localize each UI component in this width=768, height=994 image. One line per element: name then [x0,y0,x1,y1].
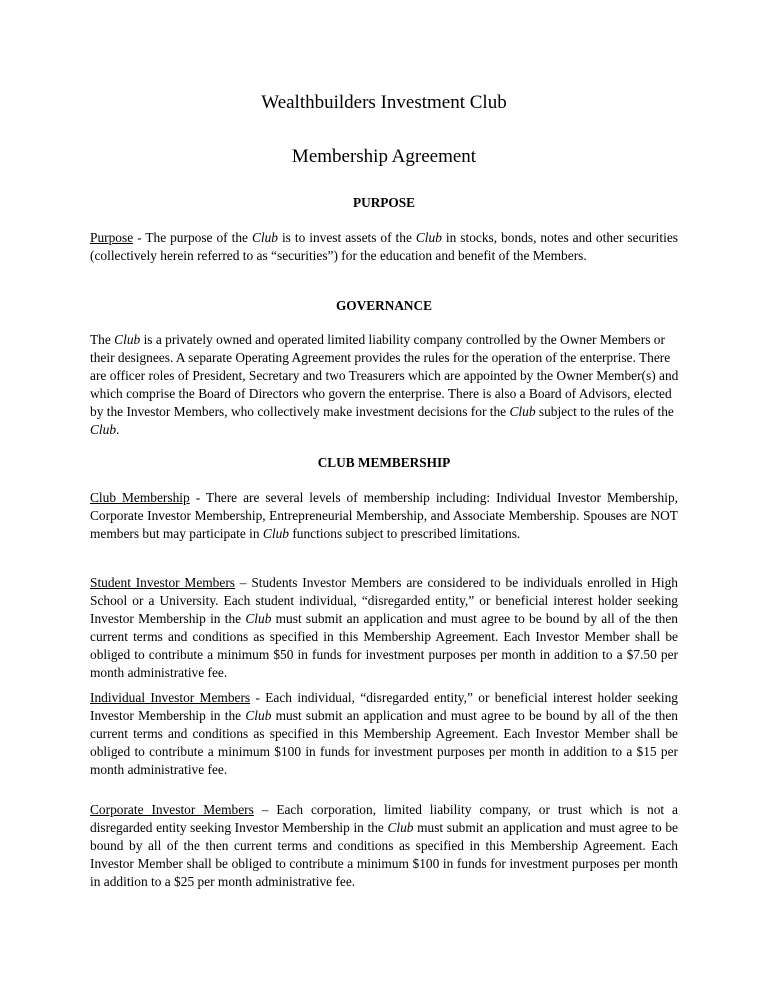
governance-heading: GOVERNANCE [335,298,433,313]
individual-members-paragraph [90,689,678,779]
corporate-members-term: Corporate Investor Members [90,802,254,817]
governance-lead: The [90,332,115,347]
document-subtitle: Membership Agreement [291,146,477,167]
club-emphasis: Club [251,230,278,245]
individual-text-b: must submit an application and must agree to be bound by all of the then current terms and conditions as specified in this Membership Agreement. Each Investor Member shall be obliged to contribute a minimum $100 in funds for investment purposes per month in addition to a $15 per month administrative fee. [90,708,678,777]
corporate-members-paragraph [90,801,678,891]
club-membership-paragraph [90,489,678,543]
purpose-heading: PURPOSE [352,195,416,210]
club-emphasis: Club [114,332,141,347]
purpose-text-a: is to invest assets of the [277,230,416,245]
club-membership-heading: CLUB MEMBERSHIP [317,455,451,470]
document-title: Wealthbuilders Investment Club [261,92,507,113]
purpose-text-b: in stocks, bonds, notes and other securities (collectively herein referred to as “securities”) for the education and benefit of the Members. [90,230,678,263]
club-emphasis: Club [262,526,289,541]
individual-members-term: Individual Investor Members [90,690,251,705]
student-members-term: Student Investor Members [90,575,235,590]
corporate-text-b: must submit an application and must agree to be bound by all of the then current terms and conditions as specified in this Membership Agreement. Each Investor Member shall be obliged to contribute a minimum $100 in funds for investment purposes per month in addition to a $25 per month administrative fee. [90,820,678,889]
governance-text-c: . [116,422,120,437]
governance-text-b: subject to the rules of the [535,404,674,419]
club-emphasis: Club [245,708,272,723]
club-emphasis: Club [509,404,536,419]
club-emphasis: Club [245,611,272,626]
club-emphasis: Club [387,820,414,835]
student-members-paragraph [90,574,678,682]
governance-paragraph [90,331,682,439]
purpose-separator: - The purpose of the [133,230,252,245]
club-emphasis: Club [90,422,117,437]
club-membership-term: Club Membership [90,490,190,505]
student-text-a: – Students Investor Members are considered to be individuals enrolled in High School or a University. Each student individual, “disregarded entity,” or beneficial interest holder seeking Investor Membership in the [90,575,678,626]
student-text-b: must submit an application and must agree to be bound by all of the then current terms and conditions as specified in this Membership Agreement. Each Investor Member shall be obliged to contribute a minimum $50 in funds for investment purposes per month in addition to a $7.50 per month administrative fee. [90,611,678,680]
individual-text-a: - Each individual, “disregarded entity,” or beneficial interest holder seeking Investor Membership in the [90,690,678,723]
purpose-term: Purpose [90,230,134,245]
club-membership-text-b: functions subject to prescribed limitations. [288,526,521,541]
club-emphasis: Club [415,230,442,245]
governance-text-a: is a privately owned and operated limited liability company controlled by the Owner Members or their designees. A separate Operating Agreement provides the rules for the operation of the enterprise. There are officer roles of President, Secretary and two Treasurers which are appointed by the Owner Member(s) and which comprise the Board of Directors who govern the enterprise. There is also a Board of Advisors, elected by the Investor Members, who collectively make investment decisions for the [90,332,679,419]
purpose-paragraph [90,229,678,265]
club-membership-text-a: - There are several levels of membership including: Individual Investor Membership, Corporate Investor Membership, Entrepreneurial Membership, and Associate Membership. Spouses are NOT members but may participate in [90,490,678,541]
corporate-text-a: – Each corporation, limited liability company, or trust which is not a disregarded entity seeking Investor Membership in the [90,802,678,835]
